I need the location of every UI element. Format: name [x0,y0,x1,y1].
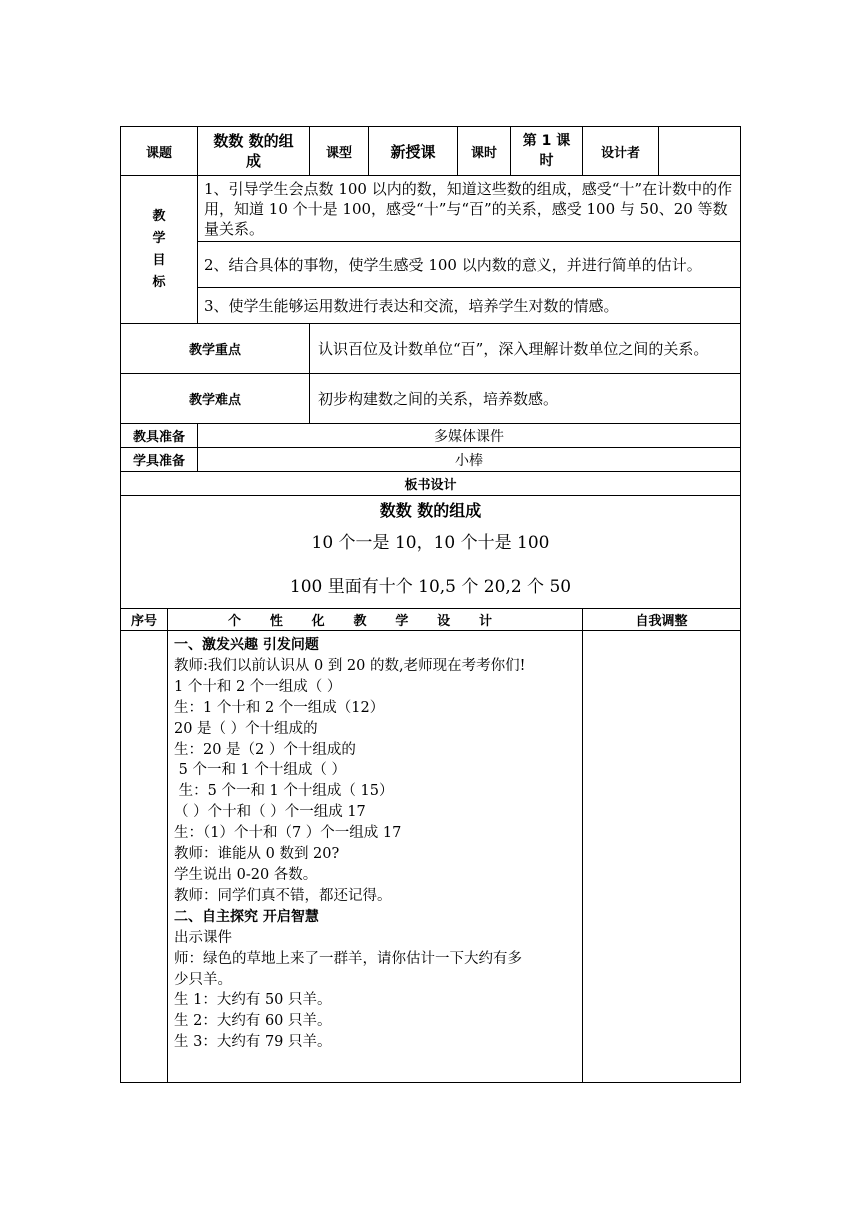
design-label-char: 学 [395,614,409,629]
process-line: （ ）个十和（ ）个一组成 17 [174,804,366,821]
process-line: 生 1：大约有 50 只羊。 [174,992,332,1009]
adjust-cell [583,631,741,1083]
key-point-label: 教学重点 [121,324,310,374]
goal-row-1 [121,176,741,242]
process-line: 1 个十和 2 个一组成（ ） [174,678,342,695]
process-line: 学生说出 0-20 各数。 [174,866,318,883]
design-label [168,609,583,631]
process-line: 生 3：大约有 79 只羊。 [174,1034,332,1051]
type-label: 课型 [310,127,369,176]
goals-label-char: 标 [152,274,166,290]
board-line-1: 10 个一是 10，10 个十是 100 [311,533,550,553]
goals-label-char: 学 [152,230,166,246]
process-line: 师：绿色的草地上来了一群羊，请你估计一下大约有多 [174,950,522,967]
process-line: 5 个一和 1 个十组成（ ） [174,762,346,779]
process-line: 教师:我们以前认识从 0 到 20 的数,老师现在考考你们! [174,657,526,674]
goal-item-3: 3、使学生能够运用数进行表达和交流，培养学生对数的情感。 [198,288,741,324]
process-line: 生：（1）个十和（7 ）个一组成 17 [174,825,402,842]
topic-value: 数数 数的组成 [198,127,310,176]
topic-label: 课题 [121,127,198,176]
design-label-char: 化 [311,614,325,629]
adjust-label: 自我调整 [583,609,741,631]
lesson-plan-sheet [120,126,740,1083]
period-value: 第 1 课时 [511,127,583,176]
process-line: 生：20 是（2 ）个十组成的 [174,741,356,758]
board-content-row [121,496,741,609]
process-content [168,631,583,1083]
process-content-row [121,631,741,1083]
process-line: 少只羊。 [174,971,232,988]
lesson-plan-table [120,126,741,1083]
student-tools-value: 小棒 [198,448,741,472]
process-line: 教师：同学们真不错，都还记得。 [174,887,392,904]
board-heading: 板书设计 [121,472,741,496]
board-heading-row [121,472,741,496]
design-label-char: 个 [228,614,242,629]
goals-label-char: 教 [152,208,166,224]
process-line: 生 2：大约有 60 只羊。 [174,1013,332,1030]
period-label: 课时 [458,127,511,176]
designer-value [659,127,741,176]
teacher-tools-label: 教具准备 [121,424,198,448]
board-title: 数数 数的组成 [379,501,482,520]
goal-item-2: 2、结合具体的事物，使学生感受 100 以内数的意义，并进行简单的估计。 [198,242,741,288]
difficulty-row [121,374,741,424]
goal-item-1: 1、引导学生会点数 100 以内的数，知道这些数的组成，感受“十”在计数中的作用，知道 10 个十是 100，感受“十”与“百”的关系，感受 100 与 50、20 等数量关系。 [198,176,741,242]
student-tools-label: 学具准备 [121,448,198,472]
process-line: 生：5 个一和 1 个十组成（ 15） [174,783,394,800]
key-point-value: 认识百位及计数单位“百”，深入理解计数单位之间的关系。 [310,324,741,374]
index-cell [121,631,168,1083]
goals-label [121,176,198,324]
board-content [121,496,741,609]
designer-label: 设计者 [583,127,659,176]
process-line: 生：1 个十和 2 个一组成（12） [174,699,385,716]
process-lines [168,631,582,1057]
design-label-char: 计 [478,614,492,629]
student-tools-row [121,448,741,472]
difficulty-label: 教学难点 [121,374,310,424]
design-label-char: 性 [269,614,283,629]
process-header-row [121,609,741,631]
goals-label-char: 目 [152,252,166,268]
board-line-2: 100 里面有十个 10,5 个 20,2 个 50 [289,577,572,597]
header-row [121,127,741,176]
process-line: 出示课件 [174,929,232,946]
process-line: 教师：谁能从 0 数到 20? [174,846,340,863]
section-heading: 一、激发兴趣 引发问题 [174,637,319,653]
section-heading: 二、自主探究 开启智慧 [174,908,319,925]
difficulty-value: 初步构建数之间的关系，培养数感。 [310,374,741,424]
teacher-tools-row [121,424,741,448]
process-line: 20 是（ ）个十组成的 [174,720,318,737]
design-label-char: 教 [353,614,367,629]
goal-row-2 [121,242,741,288]
design-label-char: 设 [437,614,451,629]
key-point-row [121,324,741,374]
goal-row-3 [121,288,741,324]
index-label: 序号 [121,609,168,631]
type-value: 新授课 [369,127,458,176]
teacher-tools-value: 多媒体课件 [198,424,741,448]
